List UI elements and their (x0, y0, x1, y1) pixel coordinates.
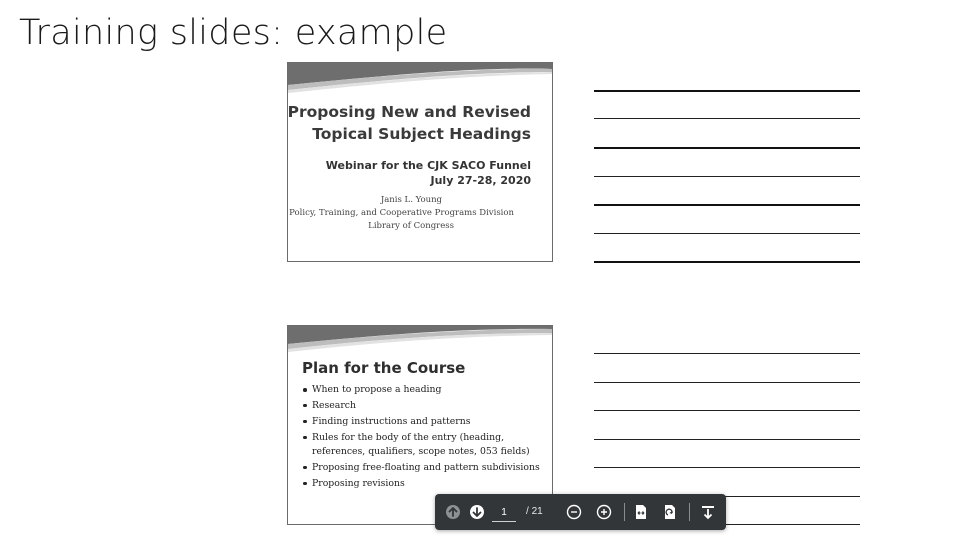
total-pages: 21 (531, 506, 543, 517)
next-page-icon (469, 504, 485, 520)
note-line (594, 439, 860, 440)
zoom-out-button[interactable] (564, 502, 584, 522)
note-line (594, 382, 860, 383)
fit-to-page-icon (633, 504, 649, 520)
zoom-in-button[interactable] (594, 502, 614, 522)
slide-thumbnail-1 (287, 62, 553, 262)
note-line (594, 261, 860, 263)
page-separator: / (526, 506, 529, 517)
slide-1-author (289, 194, 514, 233)
rotate-icon (662, 504, 678, 520)
slide-1-subtitle-line: Webinar for the CJK SACO Funnel (325, 159, 531, 172)
previous-page-icon (445, 504, 461, 520)
slide-1-author-line: Library of Congress (368, 221, 454, 231)
note-line (594, 410, 860, 411)
pdf-viewer-toolbar (435, 494, 726, 530)
slide-1-author-line: Janis L. Young (380, 195, 442, 205)
list-item: Research (302, 399, 547, 413)
zoom-in-icon (596, 504, 612, 520)
slide-1-title-line: Proposing New and Revised (287, 103, 531, 121)
zoom-out-icon (566, 504, 582, 520)
page-title: Training slides: example (19, 13, 448, 53)
fit-to-page-button[interactable] (631, 502, 651, 522)
slide-1-subtitle (326, 158, 531, 188)
list-item: Finding instructions and patterns (302, 415, 547, 429)
note-line (594, 353, 860, 354)
slide-header-swoosh (288, 326, 553, 362)
note-line (594, 467, 860, 468)
slide-header-swoosh (288, 63, 553, 99)
download-button[interactable] (698, 502, 718, 522)
note-line (594, 118, 860, 119)
slide-1-title (287, 101, 531, 145)
note-line (594, 147, 860, 149)
next-page-button[interactable] (467, 502, 487, 522)
note-line (594, 90, 860, 92)
list-item: Rules for the body of the entry (heading, references, qualifiers, scope notes, 053 fields) (302, 431, 547, 458)
list-item: Proposing free-floating and pattern subdivisions (302, 461, 547, 475)
page-count (526, 506, 543, 517)
download-icon (700, 504, 716, 520)
toolbar-divider (624, 503, 625, 521)
slide-2-bullet-list (302, 383, 547, 493)
note-line (594, 233, 860, 234)
note-line (594, 176, 860, 177)
slide-1-subtitle-line: July 27-28, 2020 (430, 174, 531, 187)
page-number-input[interactable] (492, 504, 516, 522)
slide-1-title-line: Topical Subject Headings (312, 125, 531, 143)
rotate-button[interactable] (660, 502, 680, 522)
note-line (594, 204, 860, 206)
previous-page-button[interactable] (443, 502, 463, 522)
slide-2-title: Plan for the Course (302, 359, 466, 377)
slide-1-author-line: Policy, Training, and Cooperative Programs Division (289, 208, 514, 218)
toolbar-divider (689, 503, 690, 521)
list-item: When to propose a heading (302, 383, 547, 397)
list-item: Proposing revisions (302, 477, 547, 491)
